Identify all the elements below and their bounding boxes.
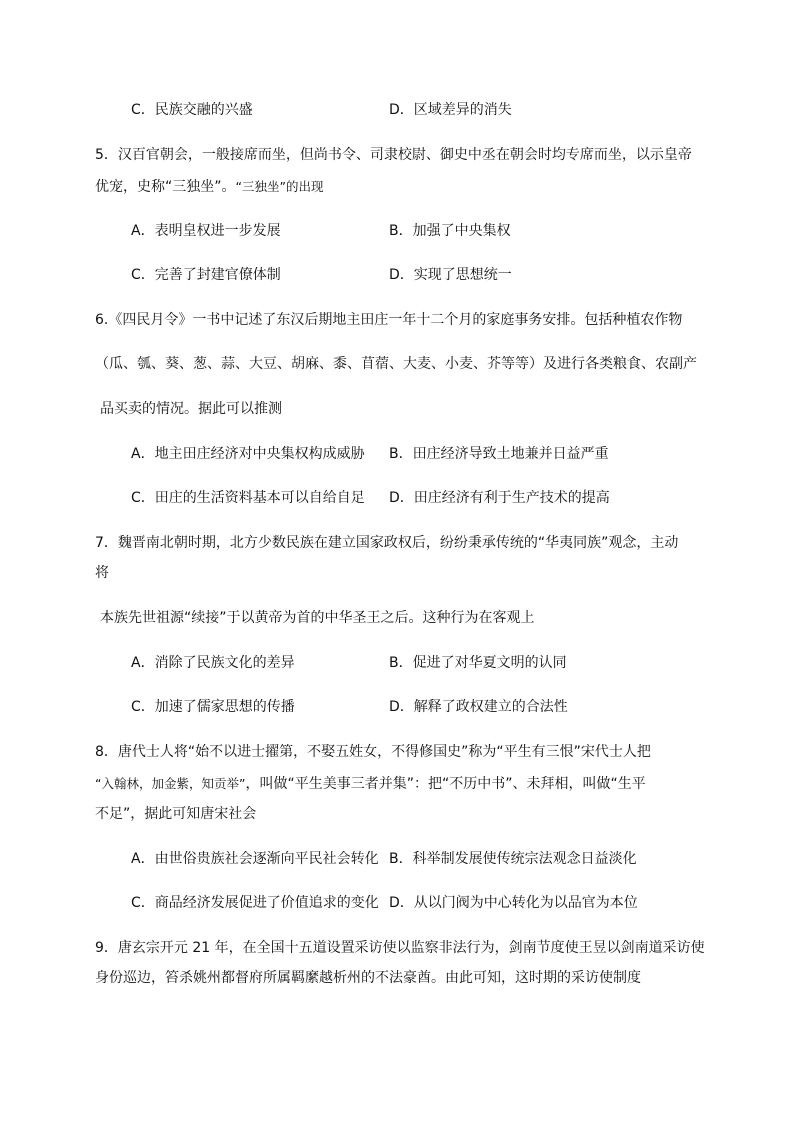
q9-stem-line1: 9．唐玄宗开元 21 年，在全国十五道设置采访使以监察非法行为，剑南节度使王昱以剑南道采访使 (95, 940, 705, 956)
q4-option-d: D．区域差异的消失 (389, 102, 512, 118)
q8-option-a: A．由世俗贵族社会逐渐向平民社会转化 (131, 851, 379, 867)
q7-option-a: A．消除了民族文化的差异 (131, 655, 295, 671)
q8-option-c: C．商品经济发展促进了价值追求的变化 (131, 895, 379, 911)
q7-stem-line3: 本族先世祖源“续接”于以黄帝为首的中华圣王之后。这种行为在客观上 (100, 610, 535, 626)
q9-stem-line2: 身份巡边，笞杀姚州都督府所属羁縻越析州的不法豪酋。由此可知，这时期的采访使制度 (95, 970, 641, 986)
q5-option-d: D．实现了思想统一 (389, 267, 512, 283)
q8-stem-line2-b: ，叫做“平生美事三者并集”：把“不历中书”、未拜相，叫做“生平 (245, 776, 646, 792)
q5-stem-line2-a: 优宠，史称“三独坐”。 (95, 179, 236, 195)
q8-option-d: D．从以门阀为中心转化为以品官为本位 (389, 895, 638, 911)
q7-option-d: D．解释了政权建立的合法性 (389, 699, 568, 715)
q6-stem-line2: （瓜、瓠、葵、葱、蒜、大豆、胡麻、黍、苜蓿、大麦、小麦、芥等等）及进行各类粮食、农副产 (95, 356, 697, 372)
q4-option-c: C．民族交融的兴盛 (131, 102, 253, 118)
q6-stem-line3: 品买卖的情况。据此可以推测 (100, 401, 282, 417)
q7-stem-line2: 将 (95, 565, 109, 581)
q8-stem-line2 (95, 774, 646, 794)
q8-stem-line2-a: “入翰林，加金紫，知贡举” (95, 776, 246, 791)
q5-option-c: C．完善了封建官僚体制 (131, 267, 281, 283)
q7-option-c: C．加速了儒家思想的传播 (131, 699, 295, 715)
q6-option-c: C．田庄的生活资料基本可以自给自足 (131, 490, 365, 506)
q5-stem-line1: 5．汉百官朝会，一般接席而坐，但尚书令、司隶校尉、御史中丞在朝会时均专席而坐，以示皇帝 (95, 147, 692, 163)
q6-stem-line1: 6.《四民月令》一书中记述了东汉后期地主田庄一年十二个月的家庭事务安排。包括种植农作物 (95, 312, 683, 328)
q6-option-b: B．田庄经济导致土地兼并日益严重 (389, 446, 609, 462)
q8-option-b: B．科举制发展使传统宗法观念日益淡化 (389, 851, 637, 867)
q6-option-d: D．田庄经济有利于生产技术的提高 (389, 490, 610, 506)
q5-option-b: B．加强了中央集权 (389, 223, 511, 239)
q5-stem-line2 (95, 177, 323, 197)
q7-stem-line1: 7．魏晋南北朝时期，北方少数民族在建立国家政权后，纷纷秉承传统的“华夷同族”观念，主动 (95, 535, 679, 551)
q5-option-a: A．表明皇权进一步发展 (131, 223, 281, 239)
q6-option-a: A．地主田庄经济对中央集权构成威胁 (131, 446, 365, 462)
q5-stem-line2-b: “三独坐”的出现 (235, 179, 324, 194)
q8-stem-line3: 不足”，据此可知唐宋社会 (95, 806, 257, 822)
q7-option-b: B．促进了对华夏文明的认同 (389, 655, 567, 671)
q8-stem-line1: 8．唐代士人将“始不以进士擢第，不娶五姓女，不得修国史”称为“平生有三恨”宋代士人把 (95, 744, 651, 760)
